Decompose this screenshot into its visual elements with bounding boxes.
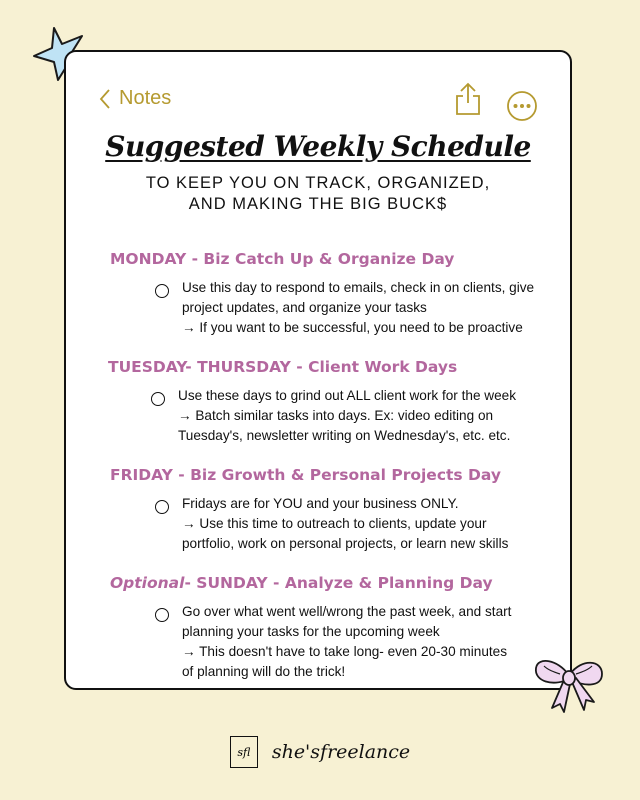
checkbox-circle[interactable] <box>155 608 169 622</box>
chevron-left-icon <box>99 88 111 110</box>
brand-logo <box>230 736 258 768</box>
bow-sticker-icon <box>530 652 608 716</box>
section-heading: MONDAY - Biz Catch Up & Organize Day <box>110 250 455 268</box>
page-title: Suggested Weekly Schedule <box>105 130 531 163</box>
section-line: portfolio, work on personal projects, or learn new skills <box>182 536 509 551</box>
section-heading: TUESDAY- THURSDAY - Client Work Days <box>108 358 458 376</box>
section-line: → If you want to be successful, you need to be proactive <box>182 320 523 335</box>
share-icon[interactable] <box>454 82 482 116</box>
section-line: of planning will do the trick! <box>182 664 346 679</box>
notes-back-button[interactable] <box>99 87 171 110</box>
checkbox-circle[interactable] <box>151 392 165 406</box>
more-icon[interactable] <box>506 90 538 122</box>
section-line: Fridays are for YOU and your business ONLY. <box>182 496 459 511</box>
section-line: Use this day to respond to emails, check in on clients, give <box>182 280 535 295</box>
section-line: project updates, and organize your tasks <box>182 300 427 315</box>
section-line: Use these days to grind out ALL client work for the week <box>178 388 517 403</box>
checkbox-circle[interactable] <box>155 500 169 514</box>
subtitle-line-2: AND MAKING THE BIG BUCK$ <box>188 195 448 213</box>
section-line: Tuesday's, newsletter writing on Wednesday's, etc. etc. <box>178 428 511 443</box>
optional-label: Optional <box>110 574 185 592</box>
section-monday <box>110 250 550 338</box>
section-friday <box>110 466 550 554</box>
note-card <box>64 50 572 690</box>
section-line: → Batch similar tasks into days. Ex: video editing on <box>178 408 494 423</box>
subtitle-line-1: TO KEEP YOU ON TRACK, ORGANIZED, <box>145 174 491 192</box>
section-heading <box>110 574 550 592</box>
section-heading: FRIDAY - Biz Growth & Personal Projects Day <box>110 466 501 484</box>
section-line: → This doesn't have to take long- even 20-30 minutes <box>182 644 508 659</box>
section-heading-text: - SUNDAY - Analyze & Planning Day <box>184 574 493 592</box>
section-tuesday-thursday <box>108 358 548 446</box>
section-line: planning your tasks for the upcoming week <box>182 624 440 639</box>
section-line: Go over what went well/wrong the past week, and start <box>182 604 512 619</box>
notes-back-label: Notes <box>119 87 172 109</box>
section-line: → Use this time to outreach to clients, update your <box>182 516 487 531</box>
section-sunday <box>110 574 550 682</box>
brand-name: she'sfreelance <box>271 741 411 763</box>
checkbox-circle[interactable] <box>155 284 169 298</box>
footer-brand <box>0 736 640 768</box>
brand-logo-text: sfl <box>237 745 251 759</box>
